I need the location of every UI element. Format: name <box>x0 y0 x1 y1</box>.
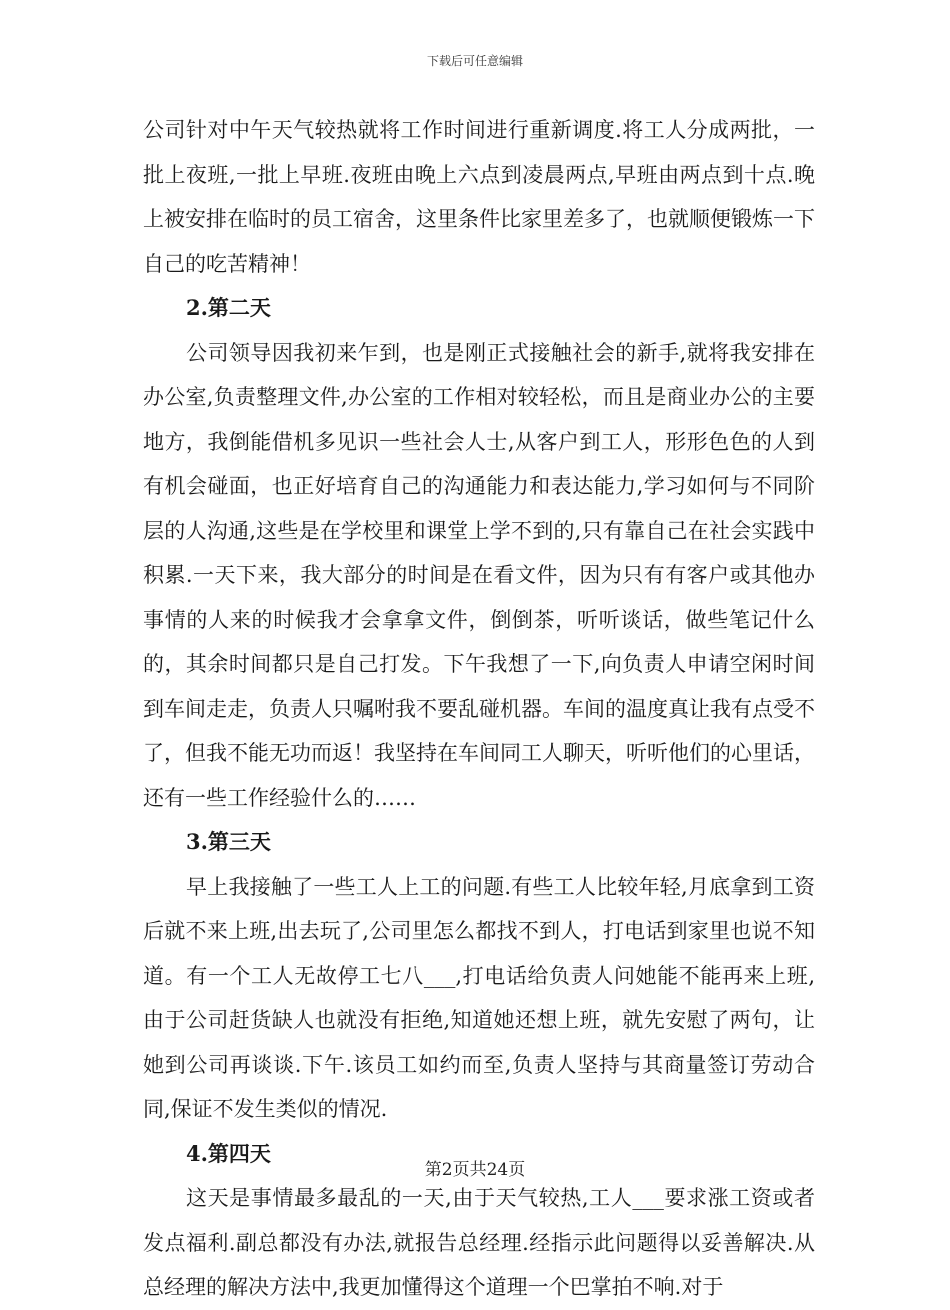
paragraph-1: 公司针对中午天气较热就将工作时间进行重新调度.将工人分成两批，一批上夜班,一批上早班.夜班由晚上六点到凌晨两点,早班由两点到十点.晚上被安排在临时的员工宿舍，这里条件比家里差多了，也就顺便锻炼一下自己的吃苦精神！ <box>143 118 815 276</box>
paragraph-2: 公司领导因我初来乍到，也是刚正式接触社会的新手,就将我安排在办公室,负责整理文件,办公室的工作相对较轻松，而且是商业办公的主要地方，我倒能借机多见识一些社会人士,从客户到工人，形形色色的人到有机会碰面，也正好培育自己的沟通能力和表达能力,学习如何与不同阶层的人沟通,这些是在学校里和课堂上学不到的,只有靠自己在社会实践中积累.一天下来，我大部分的时间是在看文件，因为只有有客户或其他办事情的人来的时候我才会拿拿文件，倒倒茶，听听谈话，做些笔记什么的，其余时间都只是自己打发。下午我想了一下,向负责人申请空闲时间到车间走走，负责人只嘱咐我不要乱碰机器。车间的温度真让我有点受不了，但我不能无功而返！我坚持在车间同工人聊天，听听他们的心里话，还有一些工作经验什么的…… <box>143 340 815 810</box>
document-body <box>143 108 815 1310</box>
page-header: 下载后可任意编辑 <box>426 54 523 68</box>
page-number: 第2页共24页 <box>424 1160 526 1180</box>
paragraph-4: 这天是事情最多最乱的一天,由于天气较热,工人___要求涨工资或者发点福利.副总都没有办法,就报告总经理.经指示此问题得以妥善解决.从总经理的解决方法中,我更加懂得这个道理一个巴掌拍不响.对于 <box>143 1186 815 1299</box>
section-heading-day-3: 3.第三天 <box>186 829 271 854</box>
section-heading-day-2: 2.第二天 <box>186 295 271 320</box>
section-heading-day-4: 4.第四天 <box>186 1140 271 1166</box>
paragraph-3: 早上我接触了一些工人上工的问题.有些工人比较年轻,月底拿到工资后就不来上班,出去玩了,公司里怎么都找不到人，打电话到家里也说不知道。有一个工人无故停工七八___,打电话给负责人问她能不能再来上班,由于公司赶货缺人也就没有拒绝,知道她还想上班，就先安慰了两句，让她到公司再谈谈.下午.该员工如约而至,负责人坚持与其商量签订劳动合同,保证不发生类似的情况. <box>143 874 815 1121</box>
